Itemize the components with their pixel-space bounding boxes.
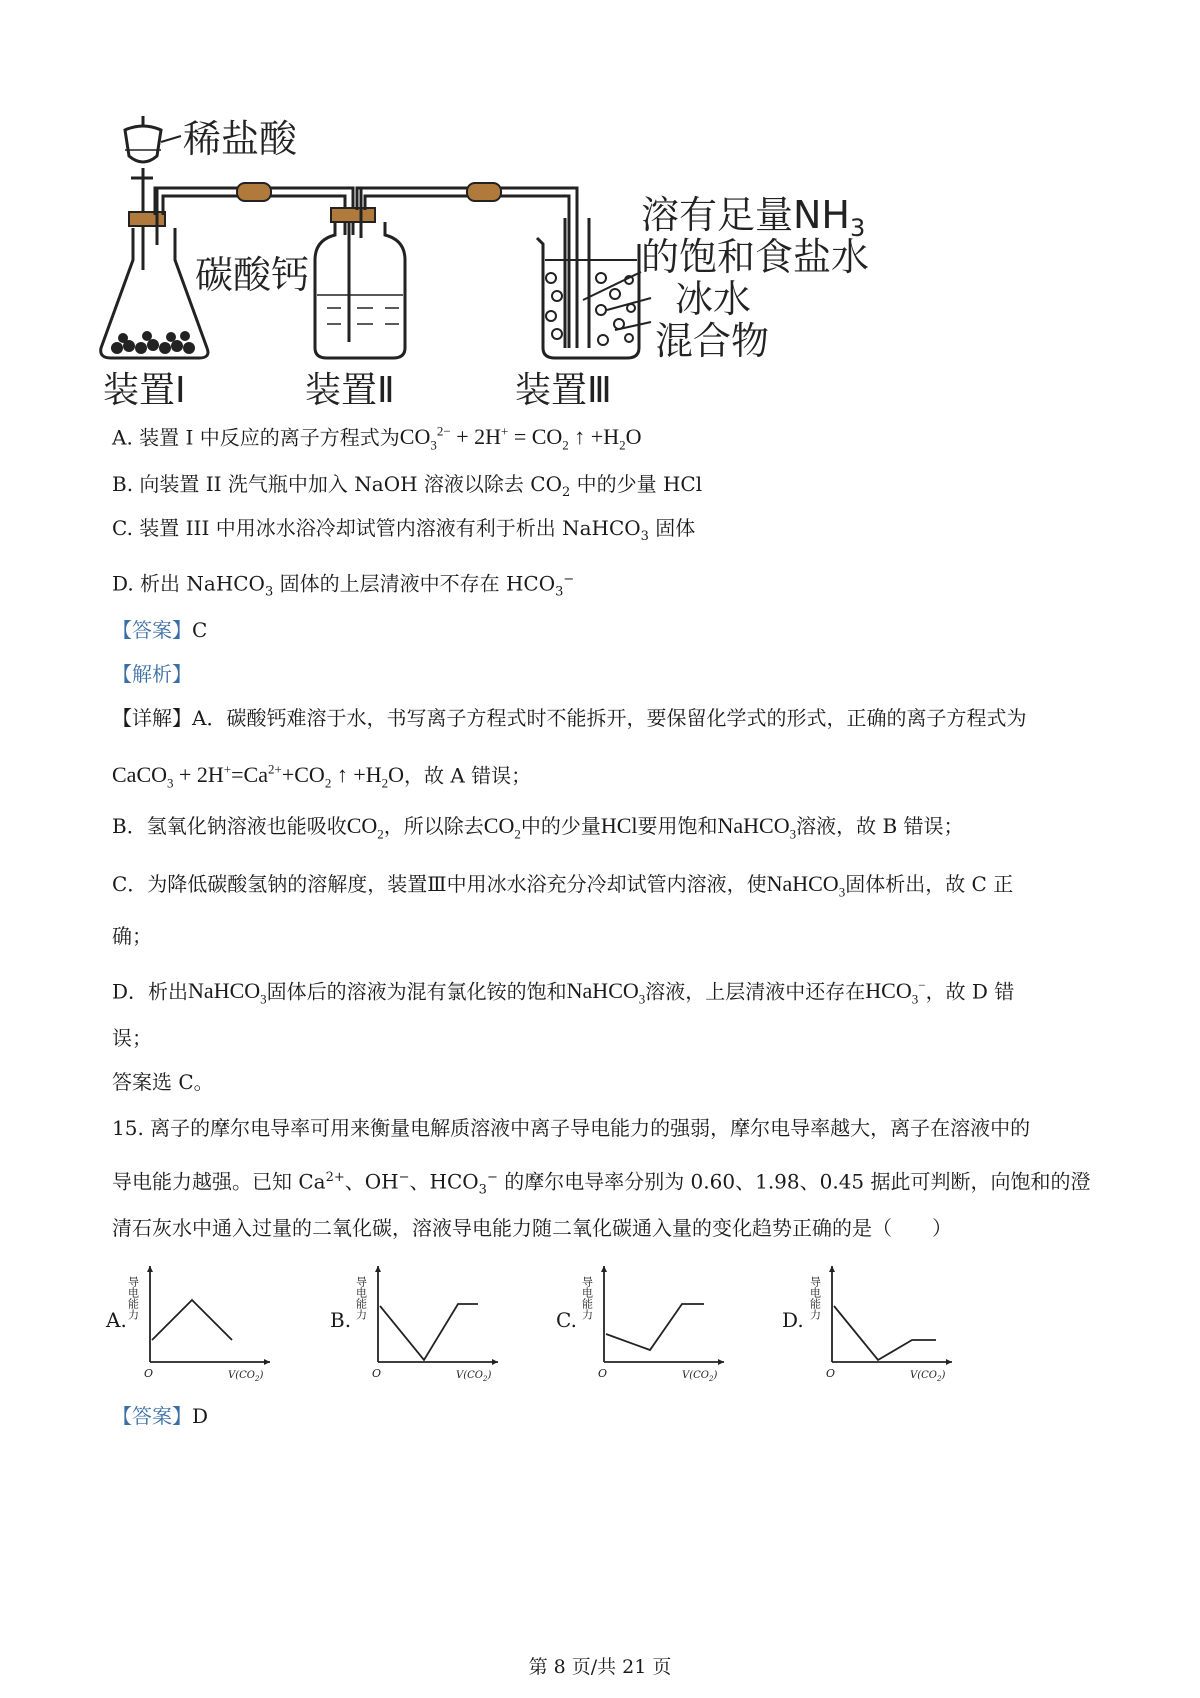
- wash-liquid: [317, 295, 403, 324]
- q15-option-b-label: B.: [330, 1308, 352, 1332]
- ice-water-mixture: [545, 260, 637, 345]
- stopper-1: [129, 212, 165, 226]
- origin-label: O: [826, 1367, 836, 1380]
- x-axis-label: $V(CO_2)$: [228, 1370, 264, 1383]
- trend-line: [606, 1304, 704, 1350]
- chart-option-b: [354, 1262, 503, 1392]
- q14-detail-a-line2: CaCO$_3$ + $2H^+=Ca^{2+}+CO_2$ ↑ $+H_2O$，故 A 错误；: [112, 762, 532, 791]
- calcium-carbonate-pellets: [111, 331, 195, 354]
- x-axis-label: $V(CO_2)$: [682, 1370, 718, 1383]
- q14-detail-d-line2: 误；: [112, 1026, 152, 1050]
- q14-option-a: A. 装置 I 中反应的离子方程式为$CO_3^{2-} + 2H^+ = CO_2$ ↑ $+H_2O$: [112, 424, 642, 453]
- stopper-2: [331, 208, 375, 222]
- chart-option-c: [580, 1262, 729, 1392]
- chart-option-d: [808, 1262, 957, 1392]
- y-axis-label: 导电能力: [808, 1276, 822, 1320]
- trend-line: [834, 1306, 936, 1360]
- y-axis-label: 导电能力: [580, 1276, 594, 1320]
- chart-option-a: [126, 1262, 275, 1392]
- label-device-2: 装置Ⅱ: [305, 370, 395, 411]
- q14-option-b: B. 向装置 II 洗气瓶中加入 NaOH 溶液以除去 $CO_2$ 中的少量 HCl: [112, 472, 703, 500]
- q14-detail-c-line1: C．为降低碳酸氢钠的溶解度，装置Ⅲ中用冰水浴充分冷却试管内溶液，使NaHCO$_3$固体析出，故 C 正: [112, 871, 1014, 900]
- q14-detail-d-line1: D．析出NaHCO$_3$固体后的溶液为混有氯化铵的饱和NaHCO$_3$溶液，上层清液中还存在$HCO_3^-$，故 D 错: [112, 978, 1015, 1007]
- q15-line1: 15. 离子的摩尔电导率可用来衡量电解质溶液中离子导电能力的强弱，摩尔电导率越大，离子在溶液中的: [112, 1116, 1031, 1140]
- q15-line3: 清石灰水中通入过量的二氧化碳，溶液导电能力随二氧化碳通入量的变化趋势正确的是（ ）: [112, 1216, 952, 1240]
- q14-detail-a-line1: 【详解】A．碳酸钙难溶于水，书写离子方程式时不能拆开，要保留化学式的形式，正确的离子方程式为: [112, 706, 1027, 730]
- x-axis-label: $V(CO_2)$: [456, 1370, 492, 1383]
- label-solution-line2: 的饱和食盐水: [641, 235, 870, 279]
- trend-line: [380, 1304, 478, 1360]
- q14-detail-c-line2: 确；: [112, 924, 152, 948]
- trend-line: [152, 1300, 232, 1340]
- rubber-joint-2: [467, 183, 501, 201]
- label-dilute-hcl: 稀盐酸: [183, 117, 298, 161]
- label-ice-water-2: 混合物: [655, 319, 770, 363]
- q15-option-c-label: C.: [556, 1308, 577, 1332]
- y-axis-label: 导电能力: [126, 1276, 140, 1320]
- label-ice-water-1: 冰水: [675, 277, 752, 321]
- q14-analysis-tag: 【解析】: [112, 662, 192, 686]
- q14-conclusion: 答案选 C。: [112, 1070, 214, 1094]
- label-calcium-carbonate: 碳酸钙: [195, 253, 310, 297]
- label-device-1: 装置Ⅰ: [103, 370, 186, 411]
- rubber-joint-1: [237, 183, 271, 201]
- x-axis-label: $V(CO_2)$: [910, 1370, 946, 1383]
- q15-answer: 【答案】D: [112, 1404, 209, 1428]
- page-footer: 第 8 页/共 21 页: [528, 1656, 672, 1678]
- apparatus-diagram: [95, 110, 995, 450]
- wash-bottle: [315, 188, 405, 358]
- q14-option-c: C. 装置 III 中用冰水浴冷却试管内溶液有利于析出 NaHCO$_3$ 固体: [112, 516, 696, 544]
- answer-tag: 【答案】: [112, 618, 192, 642]
- q15-option-a-label: A.: [106, 1308, 127, 1332]
- origin-label: O: [144, 1367, 154, 1380]
- q15-option-d-label: D.: [782, 1308, 804, 1332]
- origin-label: O: [598, 1367, 608, 1380]
- q14-detail-b: B．氢氧化钠溶液也能吸收$CO_2$，所以除去$CO_2$中的少量HCl要用饱和NaHCO$_3$溶液，故 B 错误；: [112, 813, 964, 842]
- label-solution-line1: 溶有足量$NH_3$: [641, 193, 866, 242]
- q15-line2: 导电能力越强。已知 $Ca^{2+}$、OH−、$HCO_3^-$ 的摩尔电导率分别为 0.60、1.98、0.45 据此可判断，向饱和的澄: [112, 1169, 1091, 1198]
- origin-label: O: [372, 1367, 382, 1380]
- q14-answer: 【答案】C: [112, 618, 208, 642]
- label-device-3: 装置Ⅲ: [515, 370, 612, 411]
- y-axis-label: 导电能力: [354, 1276, 368, 1320]
- q14-option-d: D. 析出 NaHCO$_3$ 固体的上层清液中不存在 $HCO_3^-$: [112, 571, 575, 600]
